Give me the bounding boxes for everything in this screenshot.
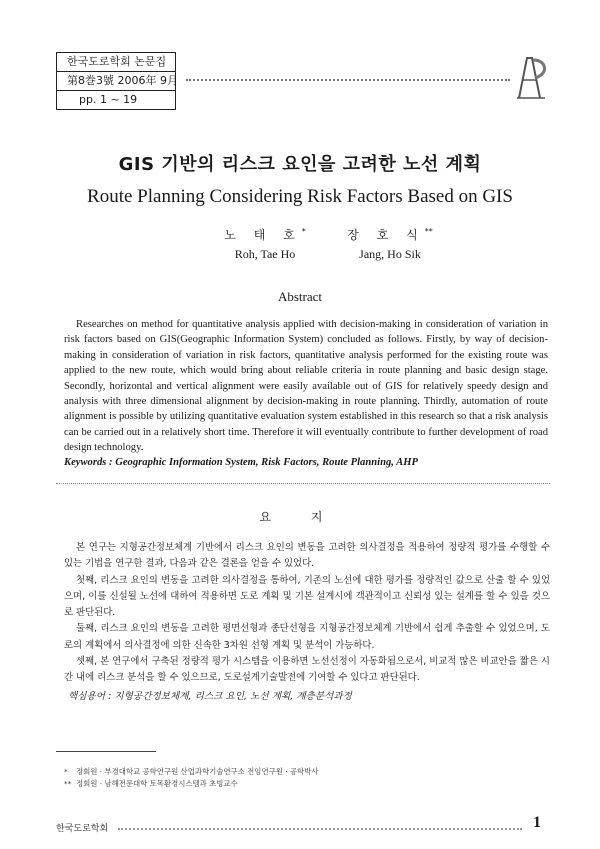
journal-name: 한국도로학회 논문집 <box>57 53 175 72</box>
author-2 <box>335 226 445 262</box>
footer-society: 한국도로학회 <box>56 824 109 834</box>
abstract-text: Researches on method for quantitative analysis applied with decision-making in consideration of variation in risk factors based on GIS(Geographic Information System) concluded as follows. Firstly, by way of decision-making in consideration of variation in risk factors, quantitative analysis performed for the existing route was applied to the new route, which would bring about reliable criteria in route planning and basic design stage. Secondly, horizontal and vertical alignment were easily available out of GIS for relatively speedy design and analysis with three dimensional alignment by decision-making in route planning. Thirdly, automation of route alignment is possible by utilizing quantitative evaluation system established in this research so that a risk analysis can be carried out in a relatively short time. Therefore it will eventually contribute to further development of road design technology. <box>64 319 548 454</box>
footnotes <box>64 766 544 790</box>
footnote-1-text: 정회원 · 부경대학교 공학연구원 산업과학기술연구소 전임연구원 · 공학박사 <box>76 767 319 776</box>
author-2-mark: ** <box>424 227 433 236</box>
keywords-korean: 핵심용어 : 지형공간정보체계, 리스크 요인, 노선 계획, 계층분석과정 <box>68 691 352 702</box>
footnote-1 <box>64 766 544 778</box>
keywords-english: Keywords : Geographic Information System, Risk Factors, Route Planning, AHP <box>64 457 418 468</box>
header-dotted-rule <box>186 79 510 81</box>
author-1-korean: 노 태 호 <box>224 228 302 242</box>
summary-paragraph: 셋째, 본 연구에서 구축된 정량적 평가 시스템을 이용하면 노선선정이 자동화됨으로서, 비교적 많은 비교안을 짧은 시간 내에 리스크 분석을 할 수 있으므로, 도로설계기술발전에 기여할 수 있다고 판단된다. <box>64 656 550 684</box>
summary-text <box>64 540 550 687</box>
author-1-mark: * <box>301 227 306 236</box>
society-logo-icon <box>513 52 551 102</box>
summary-paragraph: 첫째, 리스크 요인의 변동을 고려한 의사결정을 통하여, 기존의 노선에 대한 평가를 정량적인 값으로 산출 할 수 있었으며, 이를 신설될 노선에 대하여 적용하면 도로 계획 및 기본 설계시에 객관적이고 신뢰성 있는 설계를 할 수 있을 것으로 판단된다. <box>64 574 550 619</box>
abstract-heading: Abstract <box>277 289 323 304</box>
footnote-2 <box>64 778 544 790</box>
footnote-2-mark: ** <box>64 779 72 788</box>
volume-issue: 第8巻3號 2006年 9月 <box>57 72 175 91</box>
page-number: 1 <box>533 814 541 831</box>
author-1-english: Roh, Tae Ho <box>234 247 296 261</box>
title-english: Route Planning Considering Risk Factors Based on GIS <box>87 186 513 207</box>
author-2-english: Jang, Ho Sik <box>359 247 421 261</box>
journal-info-box <box>56 52 176 110</box>
page-range: pp. 1 ~ 19 <box>79 93 138 106</box>
footnote-1-mark: * <box>64 767 68 776</box>
author-1 <box>215 226 315 262</box>
summary-paragraph: 본 연구는 지형공간정보체계 기반에서 리스크 요인의 변동을 고려한 의사결정을 적용하여 정량적 평가를 수행할 수 있는 기법을 연구한 결과, 다음과 같은 결론을 얻을 수 있었다. <box>64 542 550 570</box>
footnote-rule <box>56 751 156 752</box>
section-divider <box>56 483 550 484</box>
summary-heading: 요 지 <box>259 510 341 524</box>
footer-dotted-rule <box>118 828 522 830</box>
footnote-2-text: 정회원 · 남해전문대학 토목환경시스템과 초빙교수 <box>76 779 238 788</box>
author-2-korean: 장 호 식 <box>347 228 425 242</box>
summary-paragraph: 둘째, 리스크 요인의 변동을 고려한 평면선형과 종단선형을 지형공간정보체계 기반에서 쉽게 추출할 수 있었으며, 도로의 계획에서 의사결정에 의한 신속한 3차원 선형 계획 및 분석이 가능하다. <box>64 623 550 651</box>
title-korean: GIS 기반의 리스크 요인을 고려한 노선 계획 <box>118 154 482 175</box>
